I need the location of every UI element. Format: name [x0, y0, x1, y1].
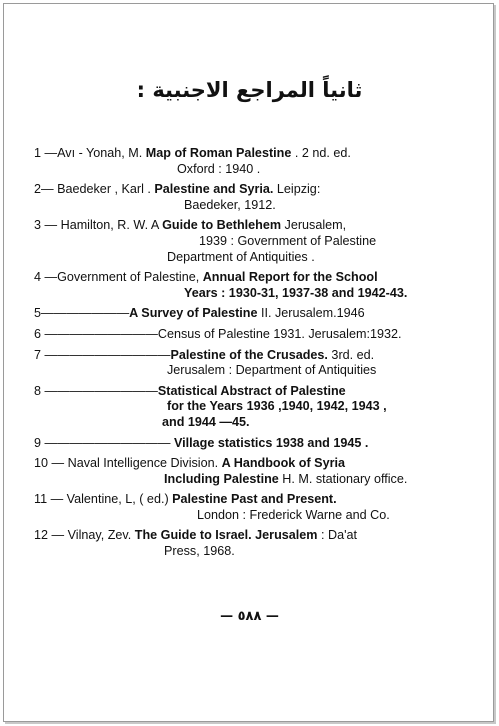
reference-item-3 — [34, 218, 454, 265]
ref-publisher-2: Department of Antiquities . — [167, 249, 315, 264]
section-heading: ثانياً المراجع الاجنبية : — [136, 78, 363, 102]
ref-title: A Survey of Palestine — [129, 306, 258, 321]
reference-item-8 — [34, 384, 454, 431]
ref-author: 6 —————————Census of Palestine 1931. Jerusalem:1932. — [34, 326, 402, 341]
ref-title: Guide to Bethlehem — [162, 218, 282, 233]
reference-item-10 — [34, 456, 454, 487]
ref-author: 8 ————————— — [34, 383, 158, 398]
ref-title: Palestine Past and Present. — [172, 492, 337, 507]
ref-title: Palestine and Syria. — [154, 182, 274, 197]
ref-detail: Jerusalem, — [281, 218, 347, 233]
ref-title-cont: Years : 1930-31, 1937-38 and 1942-43. — [184, 285, 408, 300]
ref-title-cont: Including Palestine — [164, 471, 279, 486]
ref-author: 1 —Avı - Yonah, M. — [34, 146, 146, 160]
ref-title: The Guide to Israel. Jerusalem — [134, 528, 318, 543]
ref-title: Palestine of the Crusades. — [170, 347, 328, 362]
reference-item-1 — [34, 146, 454, 177]
reference-item-12 — [34, 528, 454, 559]
ref-author: 10 — Naval Intelligence Division. — [34, 456, 222, 471]
ref-publisher: Baedeker, 1912. — [184, 197, 276, 212]
ref-title: Annual Report for the School — [202, 270, 378, 285]
ref-detail: II. Jerusalem.1946 — [257, 306, 365, 321]
ref-publisher: H. M. stationary office. — [278, 471, 408, 486]
ref-detail: : Da'at — [317, 528, 357, 543]
ref-title-cont: for the Years 1936 ,1940, 1942, 1943 , — [167, 399, 387, 414]
ref-author: 2— Baedeker , Karl . — [34, 182, 155, 197]
ref-author: 7 —————————— — [34, 347, 171, 362]
ref-author: 3 — Hamilton, R. W. A — [34, 218, 163, 233]
reference-item-6 — [34, 327, 454, 343]
ref-detail: . 2 nd. ed. — [291, 146, 351, 160]
ref-title: Village statistics 1938 and 1945 . — [173, 435, 369, 450]
ref-author: 12 — Vilnay, Zev. — [34, 528, 135, 543]
reference-item-2 — [34, 182, 454, 213]
reference-item-7 — [34, 348, 454, 379]
ref-title-cont-2: and 1944 —45. — [162, 414, 250, 429]
ref-publisher: Press, 1968. — [164, 544, 235, 559]
ref-author: 4 —Government of Palestine, — [34, 270, 203, 285]
ref-title: A Handbook of Syria — [221, 456, 345, 471]
ref-author: 11 — Valentine, L, ( ed.) — [34, 492, 173, 507]
reference-item-9 — [34, 436, 454, 452]
reference-item-5 — [34, 306, 454, 322]
page-number: — ٥٨٨ — — [220, 609, 279, 624]
ref-author: 9 —————————— — [34, 435, 174, 450]
ref-author: 5——————— — [34, 306, 130, 321]
reference-list — [34, 146, 454, 565]
reference-item-4 — [34, 270, 454, 301]
ref-detail: 3rd. ed. — [327, 347, 375, 362]
ref-publisher: London : Frederick Warne and Co. — [197, 507, 390, 522]
ref-publisher: Jerusalem : Department of Antiquities — [167, 363, 377, 378]
ref-title: Statistical Abstract of Palestine — [157, 383, 346, 398]
reference-item-11 — [34, 492, 454, 523]
ref-publisher: 1939 : Government of Palestine — [199, 233, 377, 248]
ref-detail: Leipzig: — [273, 182, 321, 197]
ref-publisher: Oxford : 1940 . — [177, 161, 261, 176]
ref-title: Map of Roman Palestine — [145, 146, 292, 160]
